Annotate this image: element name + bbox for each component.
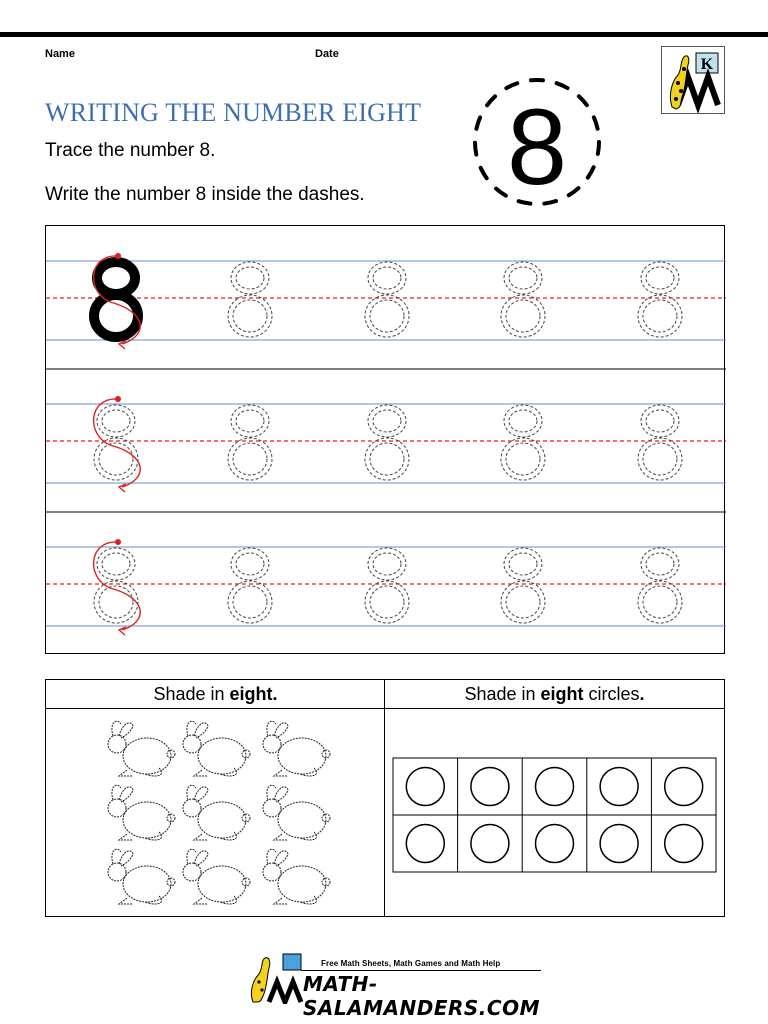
rabbit-icon[interactable]	[183, 849, 250, 904]
write-instruction: Write the number 8 inside the dashes.	[45, 184, 365, 205]
footer-divider	[301, 970, 541, 971]
rabbit-icon[interactable]	[108, 785, 175, 840]
dashed-eight[interactable]	[365, 405, 409, 480]
circle-icon[interactable]	[600, 768, 638, 806]
rabbit-icon[interactable]	[263, 785, 330, 840]
date-label: Date	[315, 48, 339, 60]
rabbit-icon[interactable]	[108, 721, 175, 776]
dashed-eight[interactable]	[228, 262, 272, 337]
circle-icon[interactable]	[665, 825, 703, 863]
practice-row[interactable]	[46, 253, 726, 349]
circle-icon[interactable]	[471, 768, 509, 806]
shade-circles-heading: Shade in eight circles.	[385, 680, 724, 709]
tracing-practice-area[interactable]	[45, 225, 725, 654]
shade-table	[45, 679, 725, 917]
rabbit-icon[interactable]	[263, 849, 330, 904]
circle-icon[interactable]	[536, 768, 574, 806]
name-label: Name	[45, 48, 75, 60]
dashed-eight[interactable]	[365, 548, 409, 623]
dashed-eight[interactable]	[228, 548, 272, 623]
shade-circles-panel	[385, 680, 724, 916]
rabbit-icon[interactable]	[108, 849, 175, 904]
rabbit-icon[interactable]	[183, 785, 250, 840]
shade-eight-panel	[46, 680, 385, 916]
stroke-direction-arrow	[94, 396, 141, 492]
big-eight-digit: 8	[506, 86, 568, 207]
site-logo	[661, 46, 725, 114]
dashed-eight[interactable]	[638, 548, 682, 623]
stroke-direction-arrow	[94, 539, 141, 635]
circle-icon[interactable]	[471, 825, 509, 863]
big-eight-badge	[462, 74, 612, 214]
practice-row[interactable]	[46, 512, 726, 635]
practice-row[interactable]	[46, 369, 726, 492]
dashed-eight[interactable]	[94, 548, 138, 623]
dashed-eight[interactable]	[501, 262, 545, 337]
solid-eight[interactable]	[94, 262, 138, 337]
footer-brand[interactable]: MATH-SALAMANDERS.COM	[303, 972, 540, 1020]
dashed-eight[interactable]	[638, 262, 682, 337]
circle-icon[interactable]	[536, 825, 574, 863]
dashed-eight[interactable]	[501, 405, 545, 480]
page-title: WRITING THE NUMBER EIGHT	[45, 98, 422, 127]
footer-salamander-icon	[247, 952, 305, 1004]
circle-icon[interactable]	[406, 825, 444, 863]
footer-tagline: Free Math Sheets, Math Games and Math Help	[321, 959, 501, 968]
circle-icon[interactable]	[406, 768, 444, 806]
dashed-eight[interactable]	[94, 405, 138, 480]
trace-instruction: Trace the number 8.	[45, 140, 216, 161]
dashed-eight[interactable]	[365, 262, 409, 337]
dashed-eight[interactable]	[228, 405, 272, 480]
circle-icon[interactable]	[600, 825, 638, 863]
footer	[245, 950, 545, 1020]
dashed-eight[interactable]	[638, 405, 682, 480]
dashed-eight[interactable]	[501, 548, 545, 623]
rabbit-icon[interactable]	[183, 721, 250, 776]
top-rule	[0, 32, 768, 37]
circle-icon[interactable]	[665, 768, 703, 806]
rabbit-icon[interactable]	[263, 721, 330, 776]
shade-eight-heading: Shade in eight.	[46, 680, 385, 709]
logo-letter: K	[700, 56, 714, 73]
